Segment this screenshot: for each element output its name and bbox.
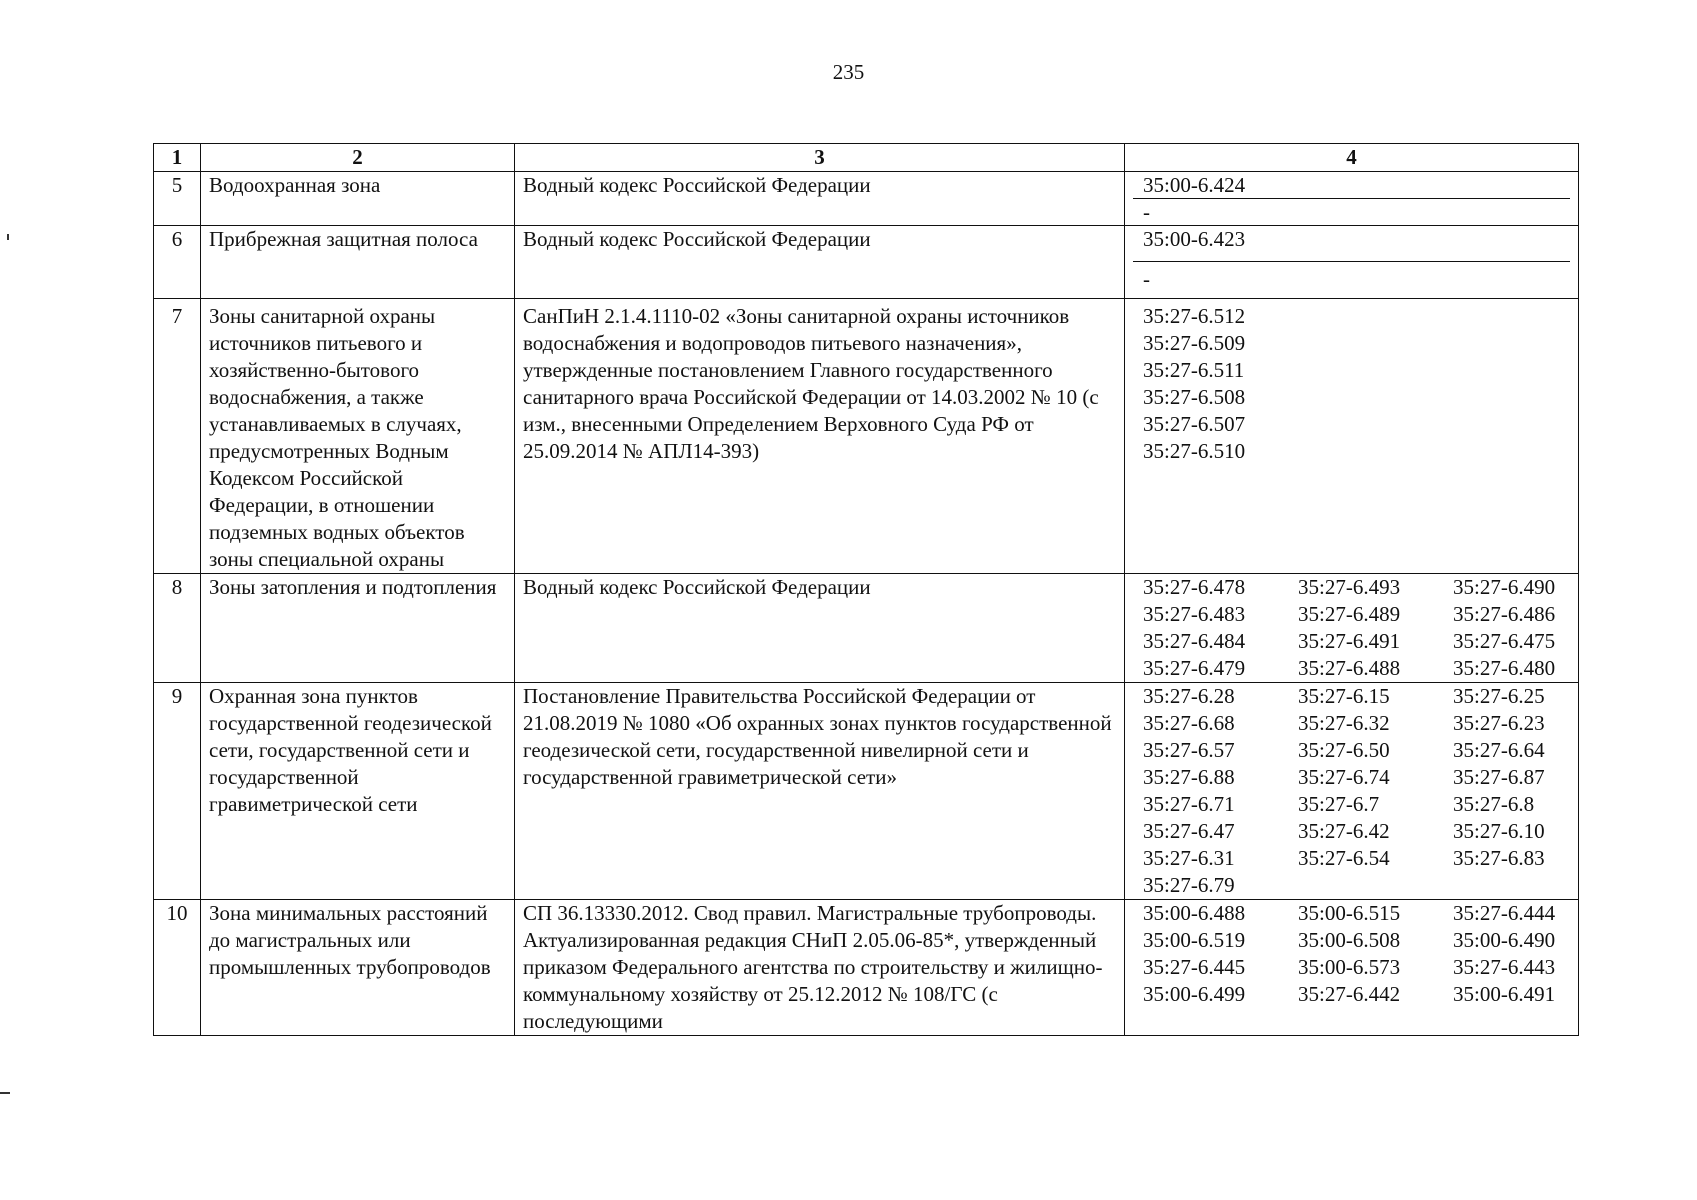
- registry-code: 35:27-6.32: [1298, 711, 1390, 735]
- registry-code: 35:27-6.31: [1143, 846, 1235, 870]
- registry-code: 35:00-6.508: [1298, 928, 1401, 952]
- registry-code: 35:00-6.499: [1143, 982, 1246, 1006]
- registry-code: 35:27-6.50: [1298, 738, 1390, 762]
- registry-code: 35:27-6.88: [1143, 765, 1235, 789]
- registry-code: 35:27-6.489: [1298, 602, 1401, 626]
- registry-code: 35:27-6.493: [1298, 575, 1401, 599]
- registry-code: 35:27-6.480: [1453, 656, 1556, 680]
- registry-code: 35:00-6.519: [1143, 928, 1246, 952]
- row-number: 10: [154, 900, 201, 1036]
- registry-code: 35:00-6.488: [1143, 901, 1246, 925]
- registry-code: 35:27-6.79: [1143, 873, 1235, 897]
- registry-codes: [1125, 172, 1579, 226]
- row-number: 8: [154, 574, 201, 683]
- registry-code: 35:27-6.25: [1453, 684, 1545, 708]
- legal-basis: СанПиН 2.1.4.1110-02 «Зоны санитарной охраны источников водоснабжения и водопроводов питьевого назначения», утвержденные постановлением Главного государственного санитарного врача Российской Федерации от 14.03.2002 № 10 (с изм., внесенными Определением Верховного Суда РФ от 25.09.2014 № АПЛ14-393): [515, 299, 1125, 574]
- legal-basis: СП 36.13330.2012. Свод правил. Магистральные трубопроводы. Актуализированная редакция СНиП 2.05.06-85*, утвержденный приказом Федерального агентства по строительству и жилищно-коммунальному хозяйству от 25.12.2012 № 108/ГС (с последующими: [515, 900, 1125, 1036]
- table-row: [154, 574, 1579, 683]
- registry-code: 35:27-6.510: [1143, 439, 1246, 463]
- registry-code: 35:27-6.87: [1453, 765, 1545, 789]
- registry-code: 35:27-6.509: [1143, 331, 1246, 355]
- registry-code: 35:27-6.479: [1143, 656, 1246, 680]
- registry-code: 35:00-6.424: [1143, 173, 1246, 197]
- registry-code: 35:27-6.83: [1453, 846, 1545, 870]
- registry-code: 35:27-6.8: [1453, 792, 1535, 816]
- table-row: [154, 683, 1579, 900]
- registry-code: -: [1133, 261, 1570, 298]
- registry-code: 35:27-6.507: [1143, 412, 1246, 436]
- registry-code: 35:27-6.74: [1298, 765, 1390, 789]
- zone-name: Зона минимальных расстояний до магистральных или промышленных трубопроводов: [201, 900, 515, 1036]
- registry-code: 35:27-6.475: [1453, 629, 1556, 653]
- column-header: 2: [201, 144, 515, 172]
- registry-code: 35:27-6.64: [1453, 738, 1545, 762]
- legal-basis: Постановление Правительства Российской Федерации от 21.08.2019 № 1080 «Об охранных зонах пунктов государственной геодезической сети, государственной нивелирной сети и государственной гравиметрической сети»: [515, 683, 1125, 900]
- registry-code: 35:27-6.478: [1143, 575, 1246, 599]
- registry-code: 35:27-6.57: [1143, 738, 1235, 762]
- registry-codes: [1125, 574, 1579, 683]
- registry-code: 35:27-6.483: [1143, 602, 1246, 626]
- margin-mark: [7, 234, 9, 240]
- registry-codes: [1125, 299, 1579, 574]
- zone-name: Зоны санитарной охраны источников питьевого и хозяйственно-бытового водоснабжения, а также устанавливаемых в случаях, предусмотренных Водным Кодексом Российской Федерации, в отношении подземных водных объектов зоны специальной охраны: [201, 299, 515, 574]
- registry-code: 35:27-6.511: [1143, 358, 1245, 382]
- registry-code: 35:00-6.490: [1453, 928, 1556, 952]
- registry-code: 35:27-6.508: [1143, 385, 1246, 409]
- registry-code: 35:27-6.28: [1143, 684, 1235, 708]
- registry-code: 35:27-6.15: [1298, 684, 1390, 708]
- column-header: 3: [515, 144, 1125, 172]
- registry-code: 35:00-6.423: [1143, 227, 1246, 251]
- row-number: 6: [154, 226, 201, 299]
- registry-code: -: [1133, 198, 1570, 225]
- registry-code: 35:27-6.488: [1298, 656, 1401, 680]
- registry-code: 35:27-6.7: [1298, 792, 1380, 816]
- table-row: [154, 900, 1579, 1036]
- column-header: 1: [154, 144, 201, 172]
- registry-codes: [1125, 900, 1579, 1036]
- table-row: [154, 226, 1579, 299]
- registry-code: 35:27-6.23: [1453, 711, 1545, 735]
- table-row: [154, 172, 1579, 226]
- registry-code: 35:27-6.54: [1298, 846, 1390, 870]
- row-number: 7: [154, 299, 201, 574]
- registry-codes: [1125, 683, 1579, 900]
- zone-name: Водоохранная зона: [201, 172, 515, 226]
- registry-code: 35:27-6.491: [1298, 629, 1401, 653]
- table-header-row: [154, 144, 1579, 172]
- registry-code: 35:27-6.484: [1143, 629, 1246, 653]
- registry-code: 35:27-6.512: [1143, 304, 1246, 328]
- registry-code: 35:27-6.71: [1143, 792, 1235, 816]
- margin-mark: [0, 1092, 10, 1094]
- registry-code: 35:27-6.442: [1298, 982, 1401, 1006]
- legal-basis: Водный кодекс Российской Федерации: [515, 172, 1125, 226]
- column-header: 4: [1125, 144, 1579, 172]
- zone-name: Зоны затопления и подтопления: [201, 574, 515, 683]
- registry-codes: [1125, 226, 1579, 299]
- zones-table: [153, 143, 1579, 1036]
- row-number: 9: [154, 683, 201, 900]
- zone-name: Прибрежная защитная полоса: [201, 226, 515, 299]
- registry-code: 35:27-6.486: [1453, 602, 1556, 626]
- registry-code: 35:00-6.491: [1453, 982, 1556, 1006]
- legal-basis: Водный кодекс Российской Федерации: [515, 226, 1125, 299]
- registry-code: 35:27-6.68: [1143, 711, 1235, 735]
- registry-code: 35:27-6.10: [1453, 819, 1545, 843]
- page-number: 235: [832, 60, 865, 84]
- registry-code: 35:27-6.445: [1143, 955, 1246, 979]
- legal-basis: Водный кодекс Российской Федерации: [515, 574, 1125, 683]
- registry-code: 35:27-6.490: [1453, 575, 1556, 599]
- registry-code: 35:27-6.47: [1143, 819, 1235, 843]
- registry-code: 35:27-6.444: [1453, 901, 1556, 925]
- table-row: [154, 299, 1579, 574]
- row-number: 5: [154, 172, 201, 226]
- registry-code: 35:27-6.443: [1453, 955, 1556, 979]
- registry-code: 35:00-6.573: [1298, 955, 1401, 979]
- registry-code: 35:27-6.42: [1298, 819, 1390, 843]
- zone-name: Охранная зона пунктов государственной геодезической сети, государственной сети и государственной гравиметрической сети: [201, 683, 515, 900]
- registry-code: 35:00-6.515: [1298, 901, 1401, 925]
